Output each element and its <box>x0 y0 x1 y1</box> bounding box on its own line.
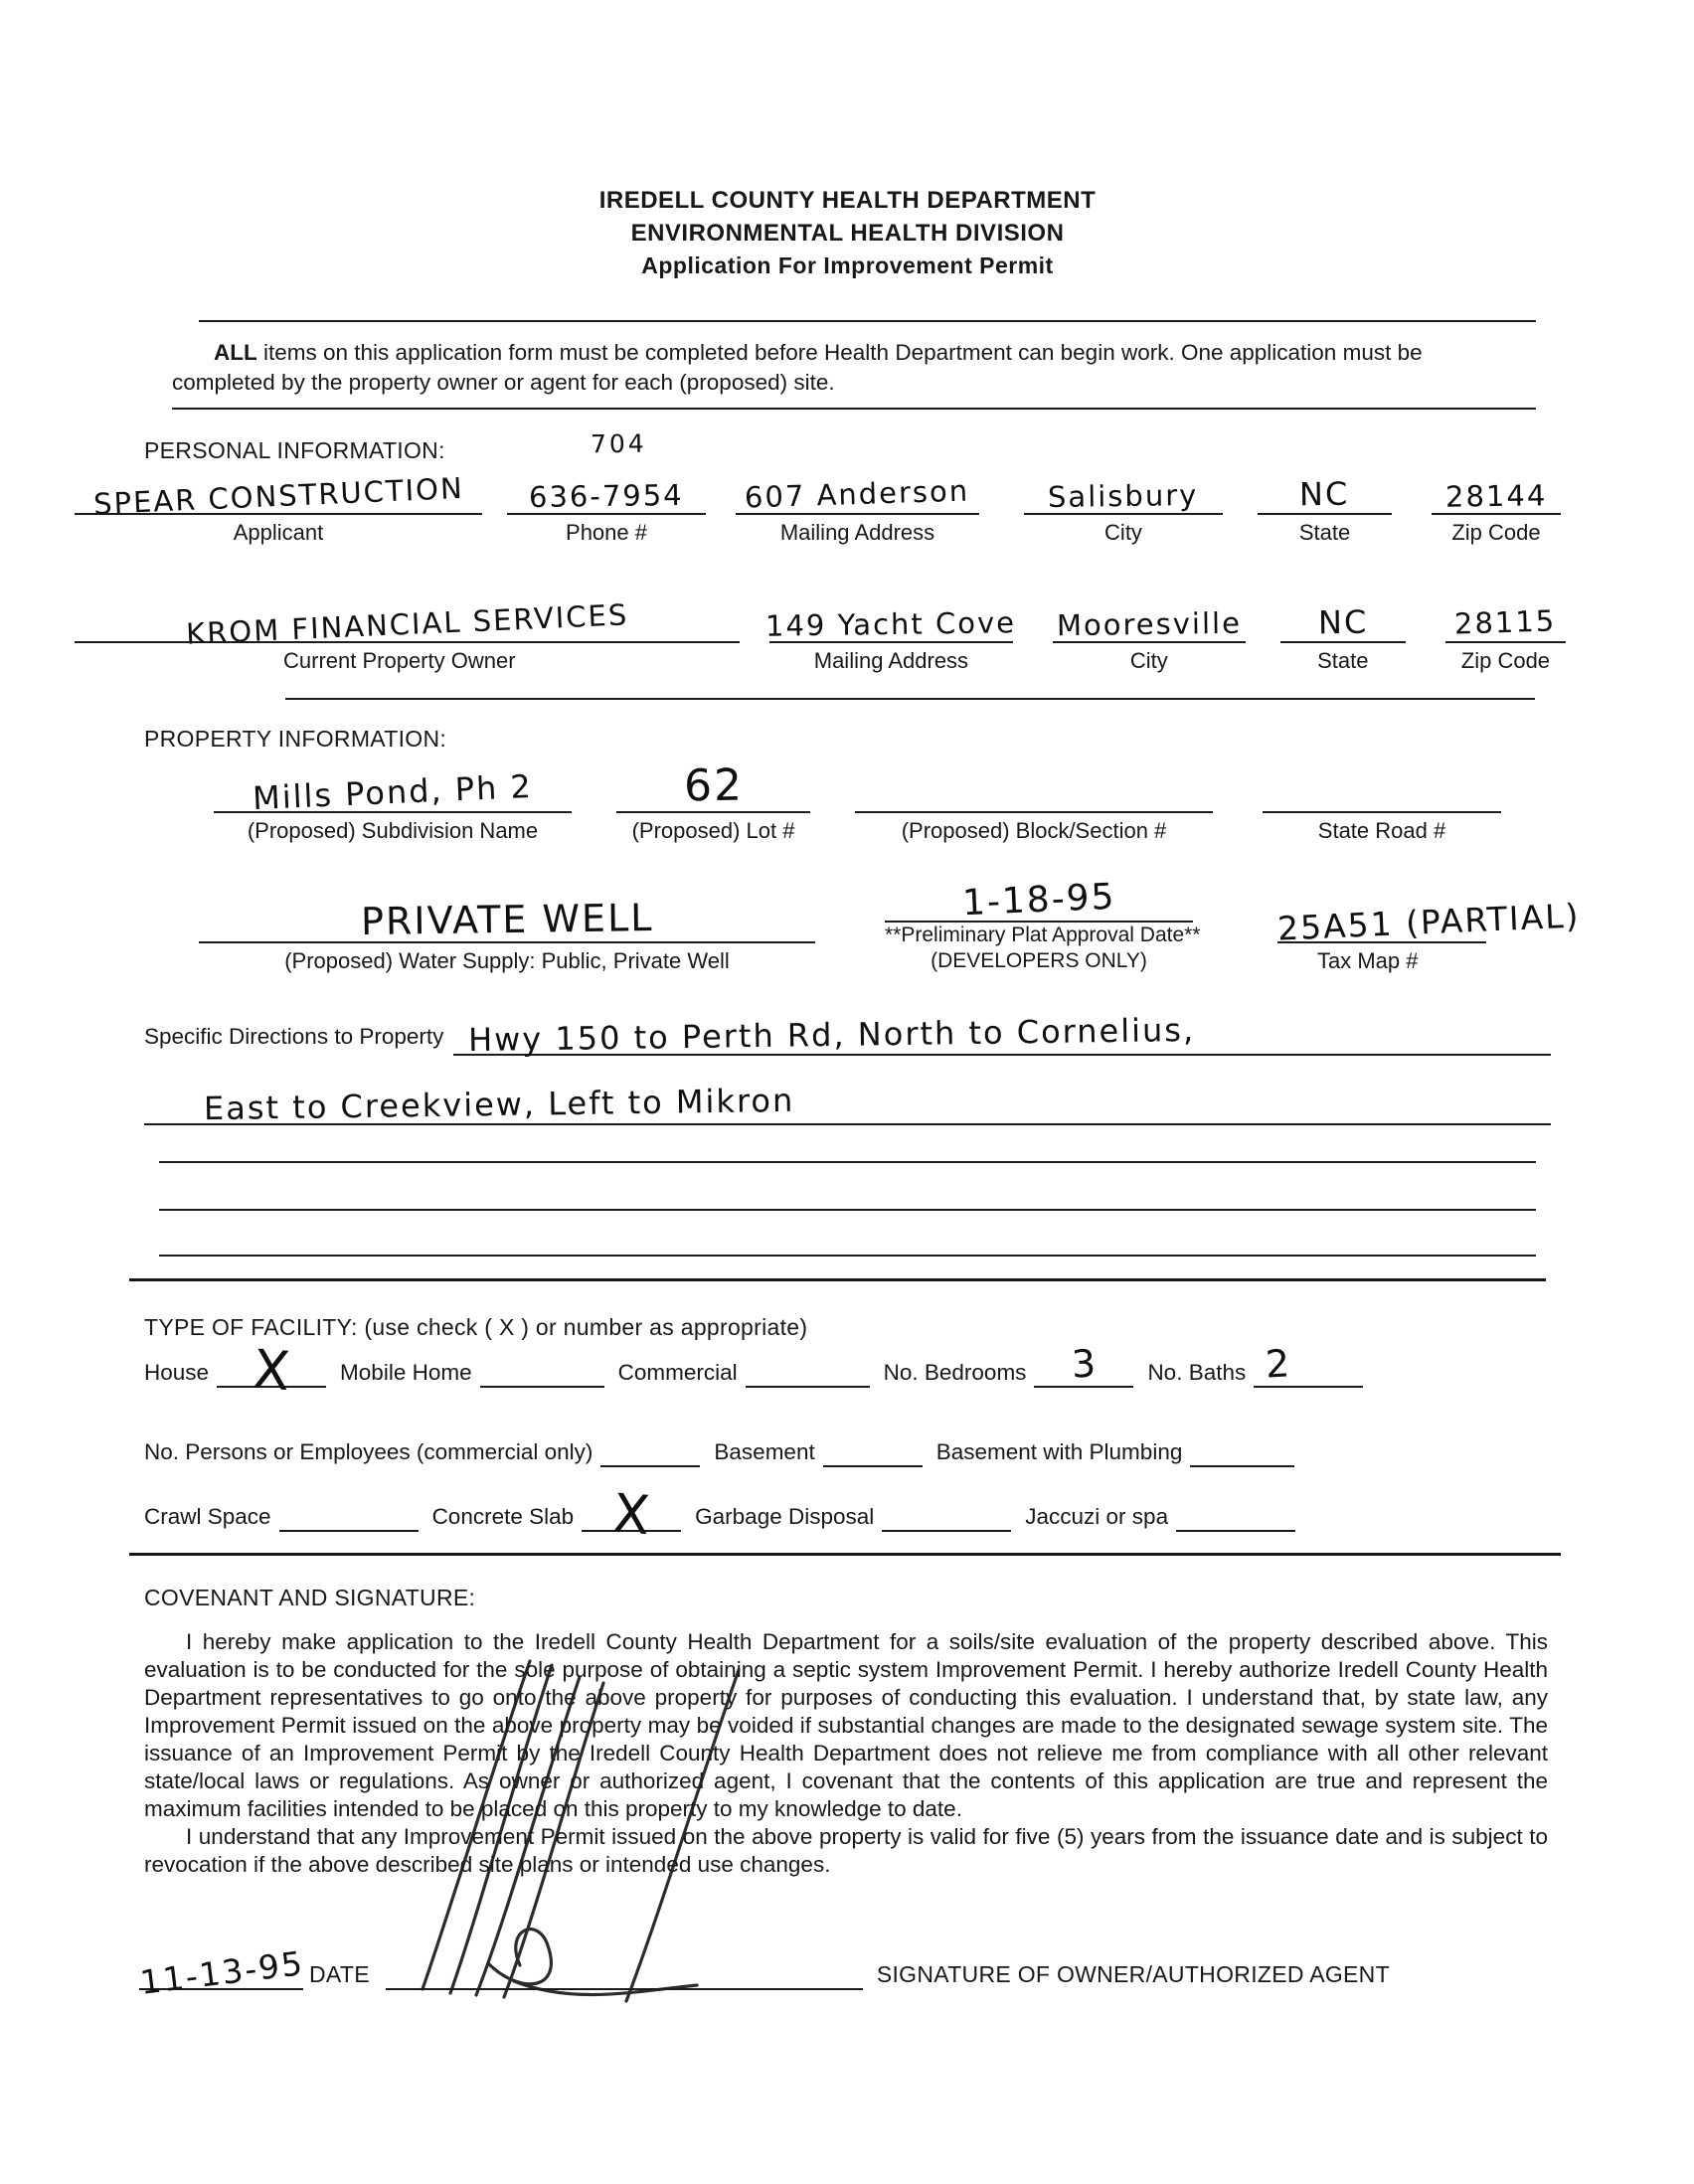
directions-row-2 <box>144 1072 1551 1128</box>
applicant-line <box>75 459 482 522</box>
directions-label: Specific Directions to Property <box>144 1024 444 1049</box>
applicant-field <box>75 459 482 546</box>
personal-section-rule <box>285 698 1535 700</box>
basement-plumbing-label: Basement with Plumbing <box>935 1439 1183 1464</box>
applicant-state-field <box>1258 459 1392 546</box>
crawl-space-label: Crawl Space <box>144 1504 271 1529</box>
lot-label: (Proposed) Lot # <box>631 818 795 843</box>
tax-map-value: 25A51 (PARTIAL) <box>1276 896 1582 948</box>
owner-label: Current Property Owner <box>283 648 516 673</box>
lot-value: 62 <box>683 759 744 812</box>
owner-zip-label: Zip Code <box>1460 648 1551 673</box>
applicant-state-label: State <box>1298 520 1351 545</box>
bedrooms-label: No. Bedrooms <box>883 1360 1027 1385</box>
owner-state-line <box>1280 591 1406 643</box>
mobile-home-check-line <box>480 1352 604 1388</box>
lot-line <box>616 757 810 813</box>
mobile-home-label: Mobile Home <box>340 1360 472 1385</box>
water-supply-value: PRIVATE WELL <box>360 895 654 944</box>
applicant-value: SPEAR CONSTRUCTION <box>92 470 464 522</box>
house-check-mark: X <box>251 1337 292 1404</box>
phone-label: Phone # <box>566 520 647 545</box>
house-label: House <box>144 1360 210 1385</box>
water-supply-row <box>199 863 1582 974</box>
intro-bold-word: ALL <box>214 340 257 365</box>
header-rule <box>199 320 1536 322</box>
tax-map-field <box>1276 884 1582 974</box>
directions-row <box>144 1002 1551 1060</box>
subdivision-row <box>214 757 1506 844</box>
persons-employees-line <box>600 1431 700 1467</box>
date-line <box>137 1936 306 2002</box>
applicant-zip-value: 28144 <box>1444 478 1548 514</box>
owner-row <box>75 591 1566 674</box>
plat-date-line <box>885 863 1193 923</box>
owner-value: KROM FINANCIAL SERVICES <box>185 597 629 651</box>
applicant-state-value: NC <box>1299 474 1350 514</box>
applicant-city-value: Salisbury <box>1048 477 1199 515</box>
water-supply-line <box>199 884 815 943</box>
phone-line <box>507 428 706 515</box>
water-supply-label: (Proposed) Water Supply: Public, Private Well <box>284 948 730 973</box>
water-supply-field <box>199 884 815 974</box>
state-road-label: State Road # <box>1317 818 1446 843</box>
commercial-label: Commercial <box>617 1360 738 1385</box>
baths-label: No. Baths <box>1147 1360 1247 1385</box>
owner-city-label: City <box>1129 648 1168 673</box>
state-road-line <box>1263 757 1501 813</box>
form-title-application: Application For Improvement Permit <box>641 252 1054 278</box>
plat-date-label-line2: (DEVELOPERS ONLY) <box>931 949 1147 972</box>
facility-row-2 <box>144 1431 1551 1467</box>
applicant-mailing-line <box>736 459 979 515</box>
owner-mailing-label: Mailing Address <box>813 648 969 673</box>
subdivision-line <box>214 757 572 818</box>
directions-line-2 <box>144 1072 1551 1128</box>
block-section-line <box>855 757 1213 813</box>
directions-value-1: Hwy 150 to Perth Rd, North to Cornelius, <box>468 1010 1196 1060</box>
concrete-slab-check-line <box>582 1481 681 1548</box>
directions-value-2: East to Creekview, Left to Mikron <box>203 1081 795 1128</box>
concrete-slab-label: Concrete Slab <box>431 1504 575 1529</box>
facility-heading: TYPE OF FACILITY: (use check ( X ) or number as appropriate) <box>144 1314 808 1340</box>
block-section-label: (Proposed) Block/Section # <box>901 818 1167 843</box>
applicant-city-label: City <box>1104 520 1142 545</box>
covenant-section-divider <box>129 1553 1561 1556</box>
persons-employees-label: No. Persons or Employees (commercial only) <box>144 1439 593 1464</box>
jaccuzi-label: Jaccuzi or spa <box>1025 1504 1169 1529</box>
phone-field <box>507 428 706 546</box>
facility-row-3 <box>144 1481 1551 1548</box>
block-section-field <box>855 757 1213 844</box>
crawl-space-line <box>279 1496 419 1532</box>
owner-mailing-line <box>765 591 1017 643</box>
garbage-disposal-label: Garbage Disposal <box>695 1504 875 1529</box>
blank-directions-line-1 <box>159 1161 1536 1163</box>
applicant-mailing-value: 607 Anderson <box>744 473 971 515</box>
applicant-zip-field <box>1432 459 1561 546</box>
owner-zip-field <box>1445 591 1566 674</box>
intro-paragraph <box>172 338 1509 398</box>
date-value: 11-13-95 <box>137 1943 306 2002</box>
subdivision-label: (Proposed) Subdivision Name <box>247 818 539 843</box>
applicant-state-line <box>1258 459 1392 515</box>
tax-map-label: Tax Map # <box>1317 948 1419 973</box>
subdivision-field <box>214 757 572 844</box>
lot-field <box>616 757 810 844</box>
owner-city-field <box>1053 591 1246 674</box>
owner-zip-value: 28115 <box>1453 603 1557 641</box>
covenant-body <box>144 1628 1548 1879</box>
basement-plumbing-line <box>1190 1431 1294 1467</box>
owner-state-label: State <box>1317 648 1369 673</box>
intro-text: items on this application form must be completed before Health Department can begin work. One application must be completed by the property owner or agent for each (proposed) site. <box>172 340 1423 395</box>
date-label: DATE <box>309 1961 370 1987</box>
state-road-field <box>1263 757 1501 844</box>
form-header <box>144 184 1551 282</box>
concrete-slab-check-mark: X <box>610 1481 652 1548</box>
applicant-mailing-label: Mailing Address <box>779 520 935 545</box>
applicant-city-line <box>1024 459 1223 515</box>
owner-mailing-value: 149 Yacht Cove <box>765 605 1017 643</box>
owner-line <box>75 591 740 651</box>
property-info-heading: PROPERTY INFORMATION: <box>144 726 447 752</box>
plat-date-value: 1-18-95 <box>960 876 1117 924</box>
jaccuzi-line <box>1176 1496 1295 1532</box>
plat-date-field <box>885 863 1201 974</box>
blank-directions-line-2 <box>159 1209 1536 1211</box>
owner-state-field <box>1280 591 1406 674</box>
bedrooms-value: 3 <box>1071 1341 1098 1387</box>
signature-of-owner-label: SIGNATURE OF OWNER/AUTHORIZED AGENT <box>876 1961 1390 1987</box>
house-check-line <box>217 1337 326 1404</box>
baths-value: 2 <box>1265 1341 1291 1387</box>
facility-row-1 <box>144 1337 1551 1404</box>
phone-value: 636-7954 <box>528 477 685 515</box>
basement-label: Basement <box>714 1439 815 1464</box>
applicant-label: Applicant <box>233 520 324 545</box>
covenant-paragraph-2: I understand that any Improvement Permit issued on the above property is valid for five (5) years from the issuance date and is subject to revocation if the above described site plans or intended use changes. <box>144 1824 1548 1877</box>
owner-city-line <box>1053 591 1246 643</box>
covenant-heading: COVENANT AND SIGNATURE: <box>144 1585 476 1610</box>
phone-area-code-value: 704 <box>590 428 647 459</box>
signature-line <box>386 1936 863 1990</box>
owner-zip-line <box>1445 591 1566 643</box>
owner-field <box>75 591 740 674</box>
owner-city-value: Mooresville <box>1056 605 1243 643</box>
tax-map-line <box>1276 884 1582 948</box>
commercial-check-line <box>746 1352 870 1388</box>
baths-line <box>1254 1341 1363 1388</box>
plat-date-label-line1: **Preliminary Plat Approval Date** <box>885 924 1201 946</box>
intro-rule <box>172 408 1536 410</box>
owner-mailing-field <box>765 591 1017 674</box>
applicant-zip-line <box>1432 459 1561 515</box>
applicant-city-field <box>1024 459 1223 546</box>
form-title-department: IREDELL COUNTY HEALTH DEPARTMENT <box>598 187 1097 214</box>
covenant-paragraph-1: I hereby make application to the Iredell County Health Department for a soils/site evaluation of the property described above. This evaluation is to be conducted for the sole purpose of obtaining a septic system Improvement Permit. I hereby authorize Iredell County Health Department representatives to go onto the above property for purposes of conducting this evaluation. I understand that, by state law, any Improvement Permit issued on the above property may be voided if substantial changes are made to the designated sewage system site. The issuance of an Improvement Permit by the Iredell County Health Department does not relieve me from compliance with all other relevant state/local laws or regulations. As owner or authorized agent, I covenant that the contents of this application are true and represent the maximum facilities intended to be placed on this property to my knowledge to date. <box>144 1629 1548 1821</box>
facility-section-divider <box>129 1278 1546 1281</box>
basement-line <box>823 1431 923 1467</box>
applicant-zip-label: Zip Code <box>1451 520 1541 545</box>
owner-state-value: NC <box>1317 602 1369 642</box>
form-title-division: ENVIRONMENTAL HEALTH DIVISION <box>630 220 1065 247</box>
subdivision-value: Mills Pond, Ph 2 <box>252 766 534 818</box>
signature-row <box>137 1936 1551 2002</box>
personal-info-heading: PERSONAL INFORMATION: <box>144 437 445 463</box>
bedrooms-line <box>1034 1341 1133 1388</box>
garbage-disposal-line <box>882 1496 1011 1532</box>
directions-line-1 <box>453 1002 1551 1060</box>
blank-directions-line-3 <box>159 1255 1536 1257</box>
applicant-mailing-field <box>736 459 979 546</box>
